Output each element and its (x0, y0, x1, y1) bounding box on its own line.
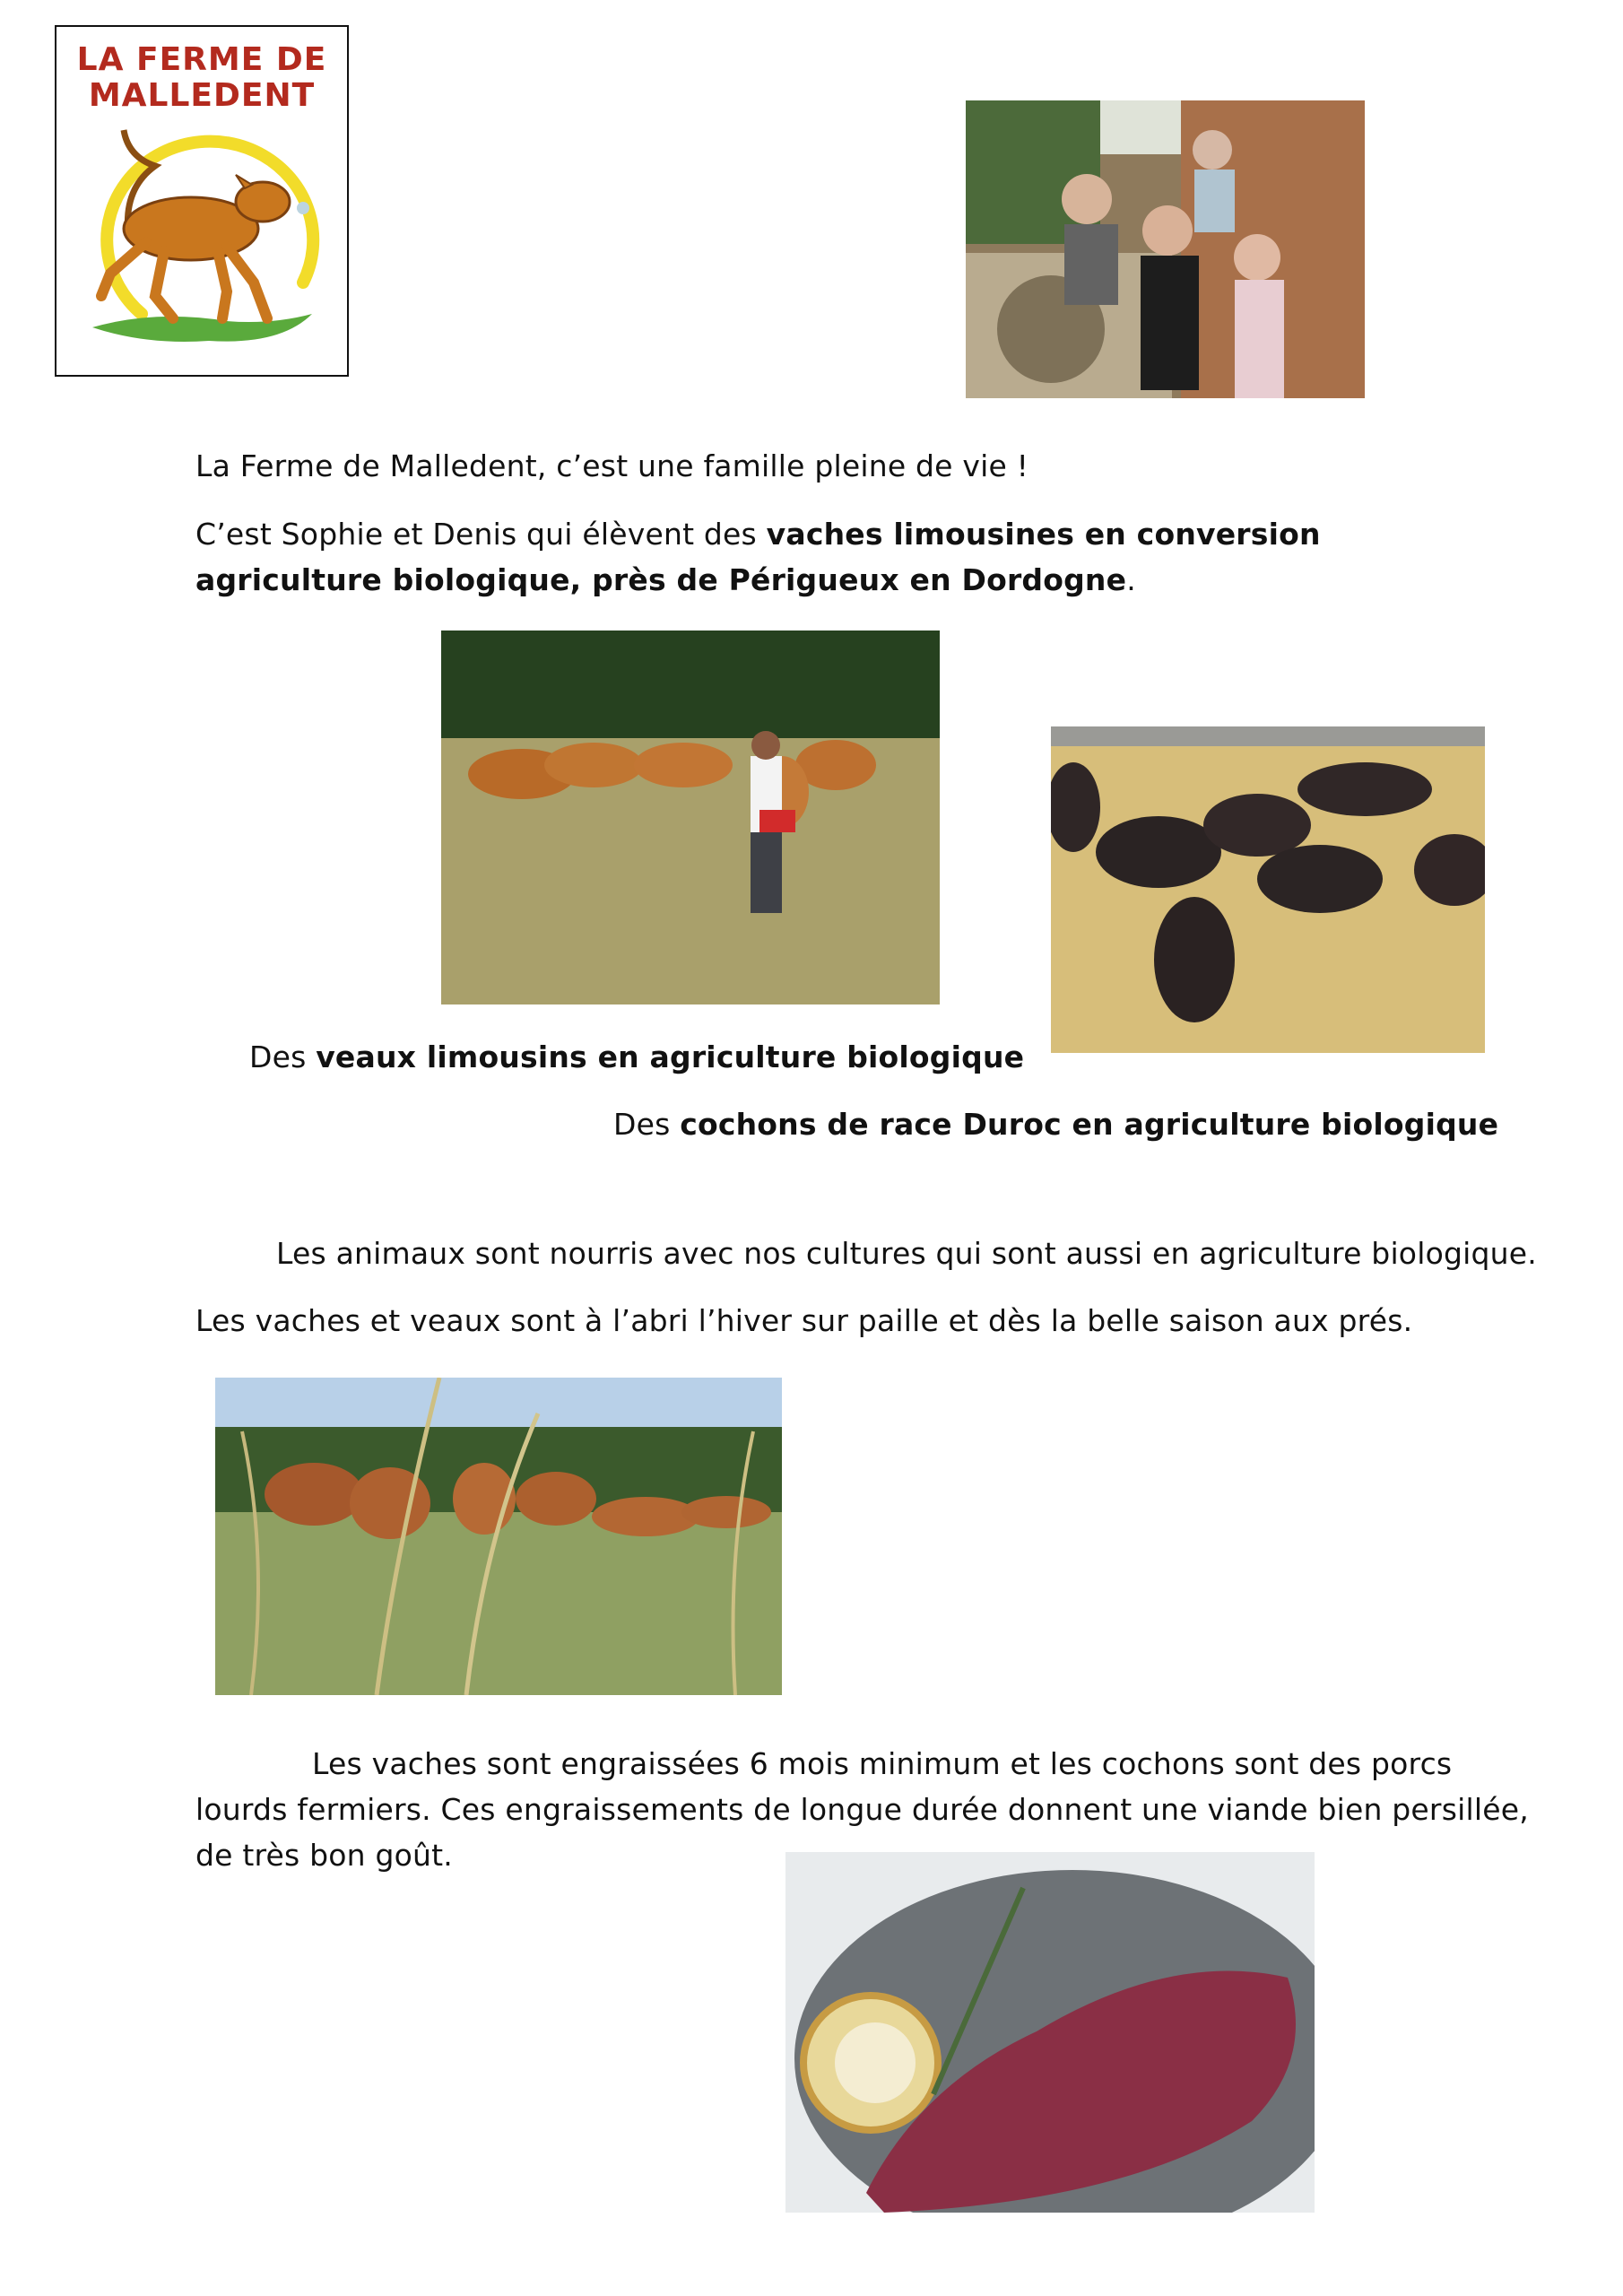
owners-text-pre: C’est Sophie et Denis qui élèvent des (195, 517, 767, 552)
owners-text-bold: vaches limousines en conversion agriculture biologique, près de Périgueux en Dordogne (195, 517, 1321, 597)
calves-caption-pre: Des (249, 1039, 317, 1074)
calves-caption-bold: veaux limousins en agriculture biologique (316, 1039, 1025, 1074)
owners-text-post: . (1126, 562, 1136, 597)
owners-paragraph (195, 511, 1397, 603)
fattening-line3: de très bon goût. (195, 1838, 453, 1873)
fattening-line2: lourds fermiers. Ces engraissements de longue durée donnent une viande bien persillée, (195, 1792, 1529, 1827)
logo-title-line1: LA FERME DE (76, 41, 327, 78)
steak-photo (785, 1852, 1315, 2213)
pigs-caption (613, 1101, 1510, 1147)
farm-logo (55, 25, 349, 377)
cows-farmer-photo (441, 631, 940, 1004)
fattening-line1: Les vaches sont engraissées 6 mois minimum et les cochons sont des porcs (312, 1746, 1453, 1781)
piglets-photo (1051, 726, 1485, 1053)
pigs-caption-bold: cochons de race Duroc en agriculture biologique (680, 1107, 1499, 1142)
cows-meadow-photo (215, 1378, 782, 1695)
feeding-paragraph: Les animaux sont nourris avec nos cultures qui sont aussi en agriculture biologique. (276, 1236, 1537, 1271)
logo-title-line2: MALLEDENT (88, 77, 316, 114)
running-calf-icon (74, 126, 334, 368)
pigs-caption-pre: Des (613, 1107, 681, 1142)
children-tractor-photo (966, 100, 1365, 398)
shelter-paragraph: Les vaches et veaux sont à l’abri l’hiver sur paille et dès la belle saison aux prés. (195, 1303, 1413, 1338)
calves-caption (249, 1034, 1056, 1080)
intro-paragraph: La Ferme de Malledent, c’est une famille pleine de vie ! (195, 448, 1029, 483)
